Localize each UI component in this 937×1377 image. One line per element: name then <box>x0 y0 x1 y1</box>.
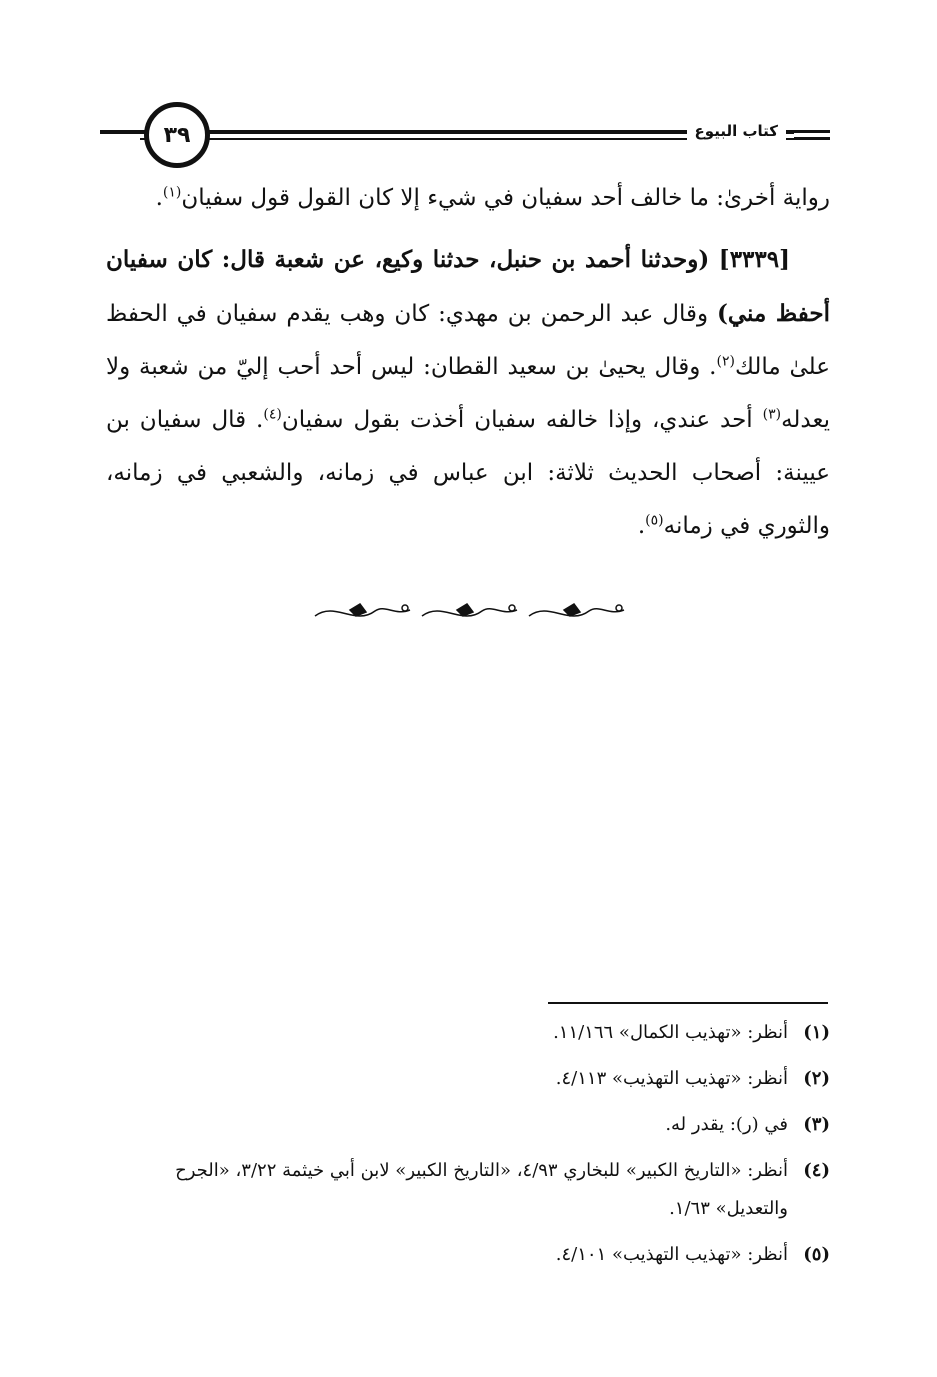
footnote-item: (١) أنظر: «تهذيب الكمال» ١١/١٦٦. <box>553 1022 830 1043</box>
page-header <box>100 100 830 170</box>
footnote-ref[interactable]: (٢) <box>716 353 735 370</box>
footnote-item: (٥) أنظر: «تهذيب التهذيب» ٤/١٠١. <box>555 1244 830 1265</box>
footnotes <box>100 1014 830 1282</box>
header-left-cap <box>100 130 140 140</box>
hadith-intro: [٣٣٣٩] (وحدثنا أحمد بن حنبل، حدثنا وكيع، عن شعبة قال: كان سفيان أحفظ مني) <box>106 246 830 327</box>
paragraph-2: [٣٣٣٩] (وحدثنا أحمد بن حنبل، حدثنا وكيع، عن شعبة قال: كان سفيان أحفظ مني) وقال عبد الرحمن بن مهدي: كان وهب يقدم سفيان في الحفظ علىٰ مالك$^{(٢)}$. وقال يحيىٰ بن سعيد القطان: ليس أحد أحب إليّ من شعبة ولا يعدله$^{(٣)}$ أحد عندي، وإذا خالفه سفيان أخذت بقول سفيان$^{(٤)}$. قال سفيان بن عيينة: أصحاب الحديث ثلاثة: ابن عباس في زمانه، والشعبي في زمانه، والثوري في زمانه$^{(٥)}$. <box>106 246 830 539</box>
page-number: ٣٩ <box>144 102 210 168</box>
running-title: كتاب البيوع <box>687 122 786 140</box>
footnote-ref[interactable]: (٣) <box>762 406 782 423</box>
footnote-ref[interactable]: (٥) <box>645 512 664 529</box>
paragraph-1: رواية أخرىٰ: ما خالف أحد سفيان في شيء إلا كان القول قول سفيان$^{(١)}$. <box>155 184 830 211</box>
main-text <box>106 172 830 561</box>
footnote-item: (٣) في (ر): يقدر له. <box>665 1114 830 1135</box>
footnote-separator <box>548 1002 828 1004</box>
footnote-item: (٢) أنظر: «تهذيب التهذيب» ٤/١١٣. <box>555 1068 830 1089</box>
header-right-cap <box>794 130 830 144</box>
section-divider-ornament <box>310 596 630 630</box>
footnote-item: (٤) أنظر: «التاريخ الكبير» للبخاري ٤/٩٣، «التاريخ الكبير» لابن أبي خيثمة ٣/٢٢، «الجرح والتعديل» ١/٦٣. <box>175 1160 830 1219</box>
footnote-ref[interactable]: (١) <box>162 184 182 201</box>
footnote-ref[interactable]: (٤) <box>263 406 282 423</box>
